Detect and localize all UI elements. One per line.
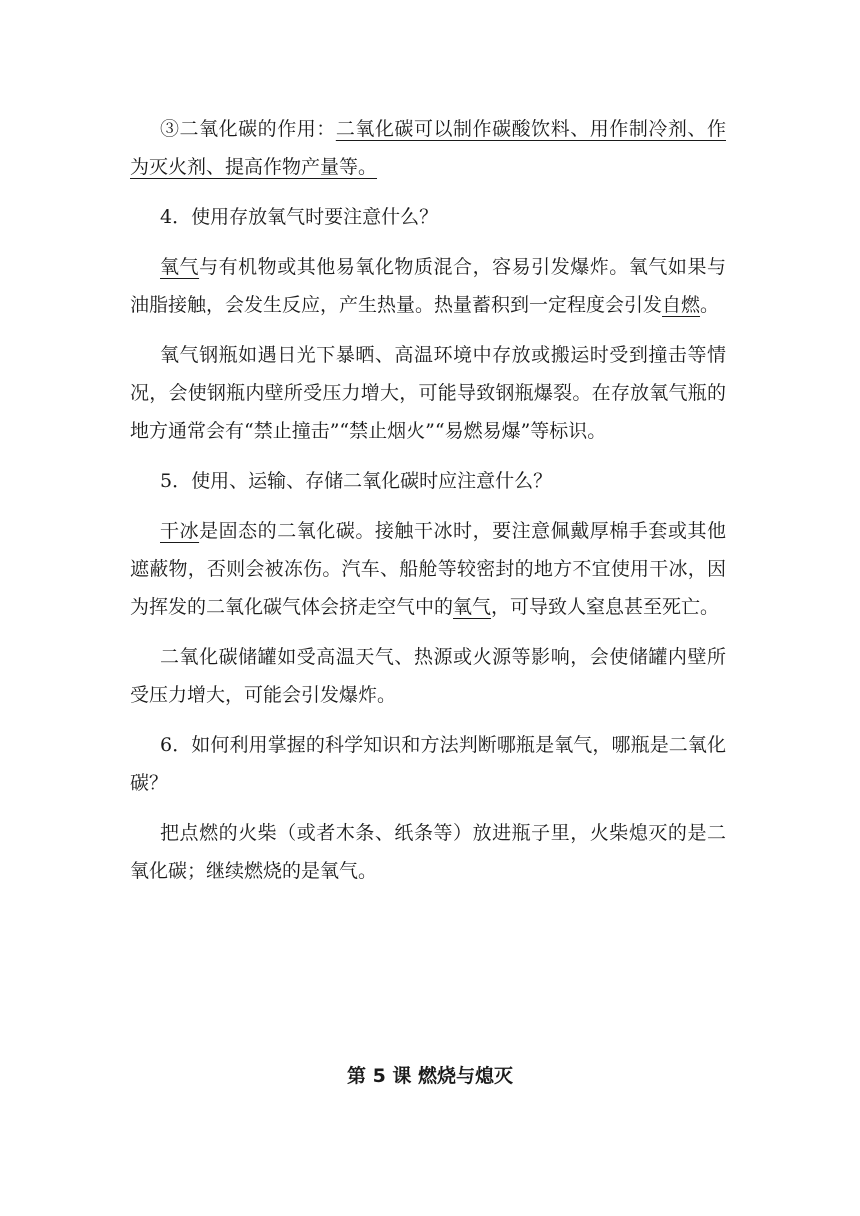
co2-tank-paragraph: 二氧化碳储罐如受高温天气、热源或火源等影响，会使储罐内壁所受压力增大，可能会引发爆炸。: [130, 646, 726, 706]
match-test-paragraph: 把点燃的火柴（或者木条、纸条等）放进瓶子里，火柴熄灭的是二氧化碳；继续燃烧的是氧气。: [130, 822, 726, 882]
dry-ice-paragraph: [130, 512, 726, 626]
oxygen-term-2: 氧气: [453, 596, 492, 618]
oxygen-cylinder-paragraph: 氧气钢瓶如遇日光下暴晒、高温环境中存放或搬运时受到撞击等情况，会使钢瓶内壁所受压力增大，可能导致钢瓶爆裂。在存放氧气瓶的地方通常会有“禁止撞击”“禁止烟火”“易燃易爆”等标识。: [130, 344, 726, 442]
oxygen-hazard-text: 与有机物或其他易氧化物质混合，容易引发爆炸。氧气如果与油脂接触，会发生反应，产生热量。热量蓄积到一定程度会引发: [130, 256, 726, 316]
dry-ice-text: 是固态的二氧化碳。接触干冰时，要注意佩戴厚棉手套或其他遮蔽物，否则会被冻伤。汽车、船舱等较密封的地方不宜使用干冰，因为挥发的二氧化碳气体会挤走空气中的: [130, 520, 726, 618]
spontaneous-combustion-term: 自燃: [662, 294, 701, 316]
co2-uses-label: ③二氧化碳的作用：: [160, 118, 336, 140]
oxygen-hazard-paragraph: [130, 248, 726, 324]
lesson-title: 第 5 课 燃烧与熄灭: [346, 1065, 514, 1087]
question-4: 4．使用存放氧气时要注意什么？: [160, 206, 439, 228]
oxygen-hazard-end: 。: [700, 294, 720, 316]
dry-ice-term: 干冰: [160, 520, 200, 542]
document-body: [130, 110, 726, 902]
oxygen-term: 氧气: [160, 256, 200, 278]
question-5: 5．使用、运输、存储二氧化碳时应注意什么？: [160, 470, 553, 492]
co2-uses-paragraph: [130, 110, 726, 186]
dry-ice-end: ，可导致人窒息甚至死亡。: [491, 596, 720, 618]
question-6: 6．如何利用掌握的科学知识和方法判断哪瓶是氧气，哪瓶是二氧化碳？: [130, 734, 726, 794]
co2-uses-answer: 二氧化碳可以制作碳酸饮料、用作制冷剂、作为灭火剂、提高作物产量等。: [130, 118, 726, 178]
